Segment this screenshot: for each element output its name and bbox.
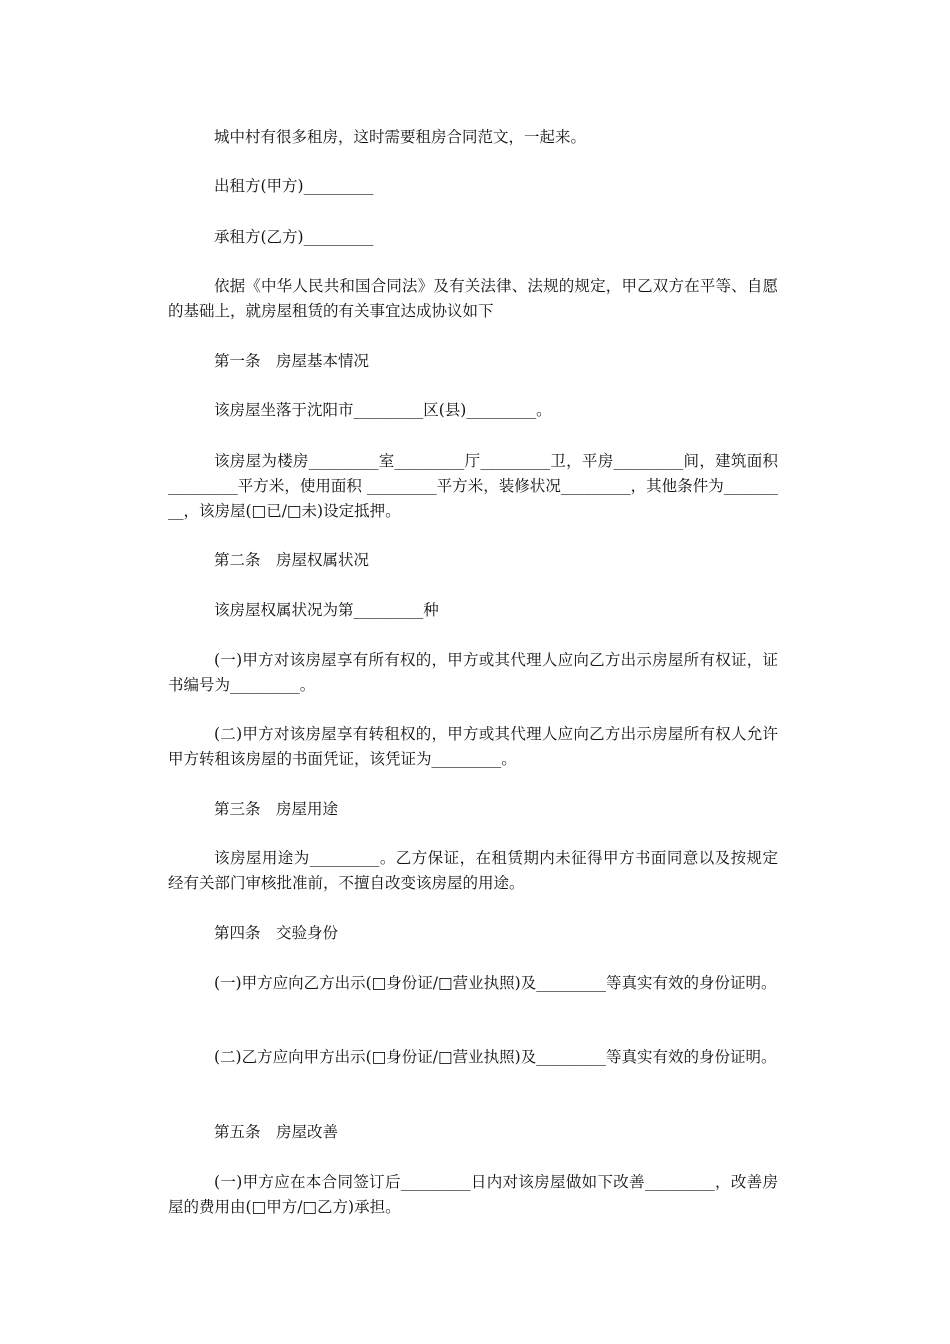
article-4-title: 第四条 交验身份 <box>214 924 339 942</box>
article-2-sublease: (二)甲方对该房屋享有转租权的，甲方或其代理人应向乙方出示房屋所有权人允许甲方转租该房屋的书面凭证，该凭证为_________。 <box>168 725 778 768</box>
article-5-improvement: (一)甲方应在本合同签订后_________日内对该房屋做如下改善_________，改善房屋的费用由(□甲方/□乙方)承担。 <box>168 1173 778 1216</box>
party-a-line: 出租方(甲方)_________ <box>214 177 374 195</box>
preamble-paragraph: 依据《中华人民共和国合同法》及有关法律、法规的规定，甲乙双方在平等、自愿的基础上，就房屋租赁的有关事宜达成协议如下 <box>168 277 778 320</box>
party-b-line: 承租方(乙方)_________ <box>214 228 374 246</box>
article-1-location: 该房屋坐落于沈阳市_________区(县)_________。 <box>214 401 552 419</box>
article-1-details: 该房屋为楼房_________室_________厅_________卫，平房_________间，建筑面积_________平方米，使用面积 _________平方米，装修状况_________，其他条件为_________，该房屋(□已/□未)设定抵押。 <box>168 452 778 520</box>
article-3-usage: 该房屋用途为_________。乙方保证，在租赁期内未征得甲方书面同意以及按规定经有关部门审核批准前，不擅自改变该房屋的用途。 <box>168 849 778 892</box>
article-2-ownership: (一)甲方对该房屋享有所有权的，甲方或其代理人应向乙方出示房屋所有权证，证书编号为_________。 <box>168 651 778 694</box>
intro-paragraph: 城中村有很多租房，这时需要租房合同范文，一起来。 <box>214 128 587 146</box>
article-4-party-b-id: (二)乙方应向甲方出示(□身份证/□营业执照)及_________等真实有效的身份证明。 <box>214 1048 777 1066</box>
article-5-title: 第五条 房屋改善 <box>214 1123 339 1141</box>
article-1-title: 第一条 房屋基本情况 <box>214 352 370 370</box>
article-2-status: 该房屋权属状况为第_________种 <box>214 601 439 619</box>
article-2-title: 第二条 房屋权属状况 <box>214 551 370 569</box>
article-4-party-a-id: (一)甲方应向乙方出示(□身份证/□营业执照)及_________等真实有效的身份证明。 <box>214 974 777 992</box>
article-3-title: 第三条 房屋用途 <box>214 800 339 818</box>
